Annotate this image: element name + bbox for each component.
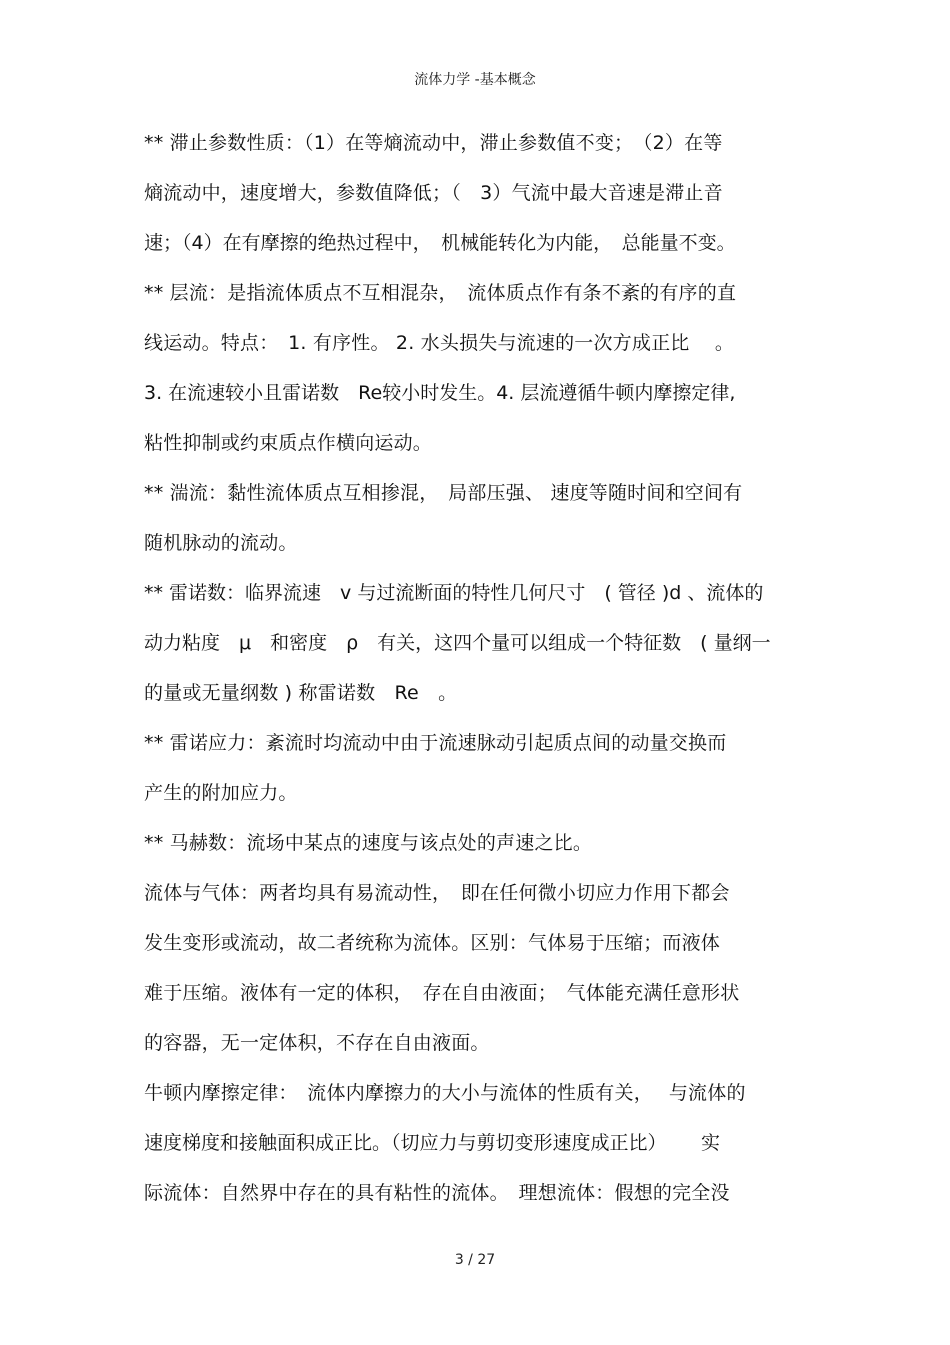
text-line: 难于压缩。液体有一定的体积， 存在自由液面； 气体能充满任意形状: [144, 982, 740, 1004]
text-line: 牛顿内摩擦定律： 流体内摩擦力的大小与流体的性质有关， 与流体的: [144, 1082, 746, 1104]
text-line: 发生变形或流动，故二者统称为流体。区别：气体易于压缩；而液体: [144, 932, 721, 954]
text-line: 3. 在流速较小且雷诺数 Re较小时发生。4. 层流遵循牛顿内摩擦定律,: [144, 382, 736, 404]
page-number: 3 / 27: [454, 1252, 496, 1268]
text-line: ** 湍流：黏性流体质点互相掺混， 局部压强、 速度等随时间和空间有: [144, 482, 743, 504]
text-line: 产生的附加应力。: [144, 782, 298, 804]
text-line: 随机脉动的流动。: [144, 532, 298, 554]
text-line: ** 雷诺数：临界流速 v 与过流断面的特性几何尺寸 ( 管径 )d 、流体的: [144, 582, 764, 604]
text-line: ** 雷诺应力：紊流时均流动中由于流速脉动引起质点间的动量交换而: [144, 732, 727, 754]
text-line: 的容器，无一定体积，不存在自由液面。: [144, 1032, 490, 1054]
text-line: ** 层流：是指流体质点不互相混杂， 流体质点作有条不紊的有序的直: [144, 282, 737, 304]
text-line: ** 滞止参数性质：（1）在等熵流动中，滞止参数值不变； （2）在等: [144, 132, 723, 154]
text-line: 动力粘度 μ 和密度 ρ 有关，这四个量可以组成一个特征数 ( 量纲一: [144, 632, 771, 654]
text-line: 粘性抑制或约束质点作横向运动。: [144, 432, 433, 454]
page-header: 流体力学 -基本概念: [414, 72, 536, 88]
text-line: 速；（4）在有摩擦的绝热过程中， 机械能转化为内能， 总能量不变。: [144, 232, 736, 254]
text-line: 的量或无量纲数 ) 称雷诺数 Re 。: [144, 682, 458, 704]
text-line: 熵流动中，速度增大，参数值降低；（ 3）气流中最大音速是滞止音: [144, 182, 723, 204]
text-line: 线运动。特点： 1. 有序性。 2. 水头损失与流速的一次方成正比 。: [144, 332, 735, 354]
text-line: ** 马赫数：流场中某点的速度与该点处的声速之比。: [144, 832, 593, 854]
text-line: 流体与气体：两者均具有易流动性， 即在任何微小切应力作用下都会: [144, 882, 730, 904]
text-line: 速度梯度和接触面积成正比。（切应力与剪切变形速度成正比） 实: [144, 1132, 721, 1154]
text-line: 际流体：自然界中存在的具有粘性的流体。 理想流体：假想的完全没: [144, 1182, 730, 1204]
document-body: [144, 118, 812, 1218]
